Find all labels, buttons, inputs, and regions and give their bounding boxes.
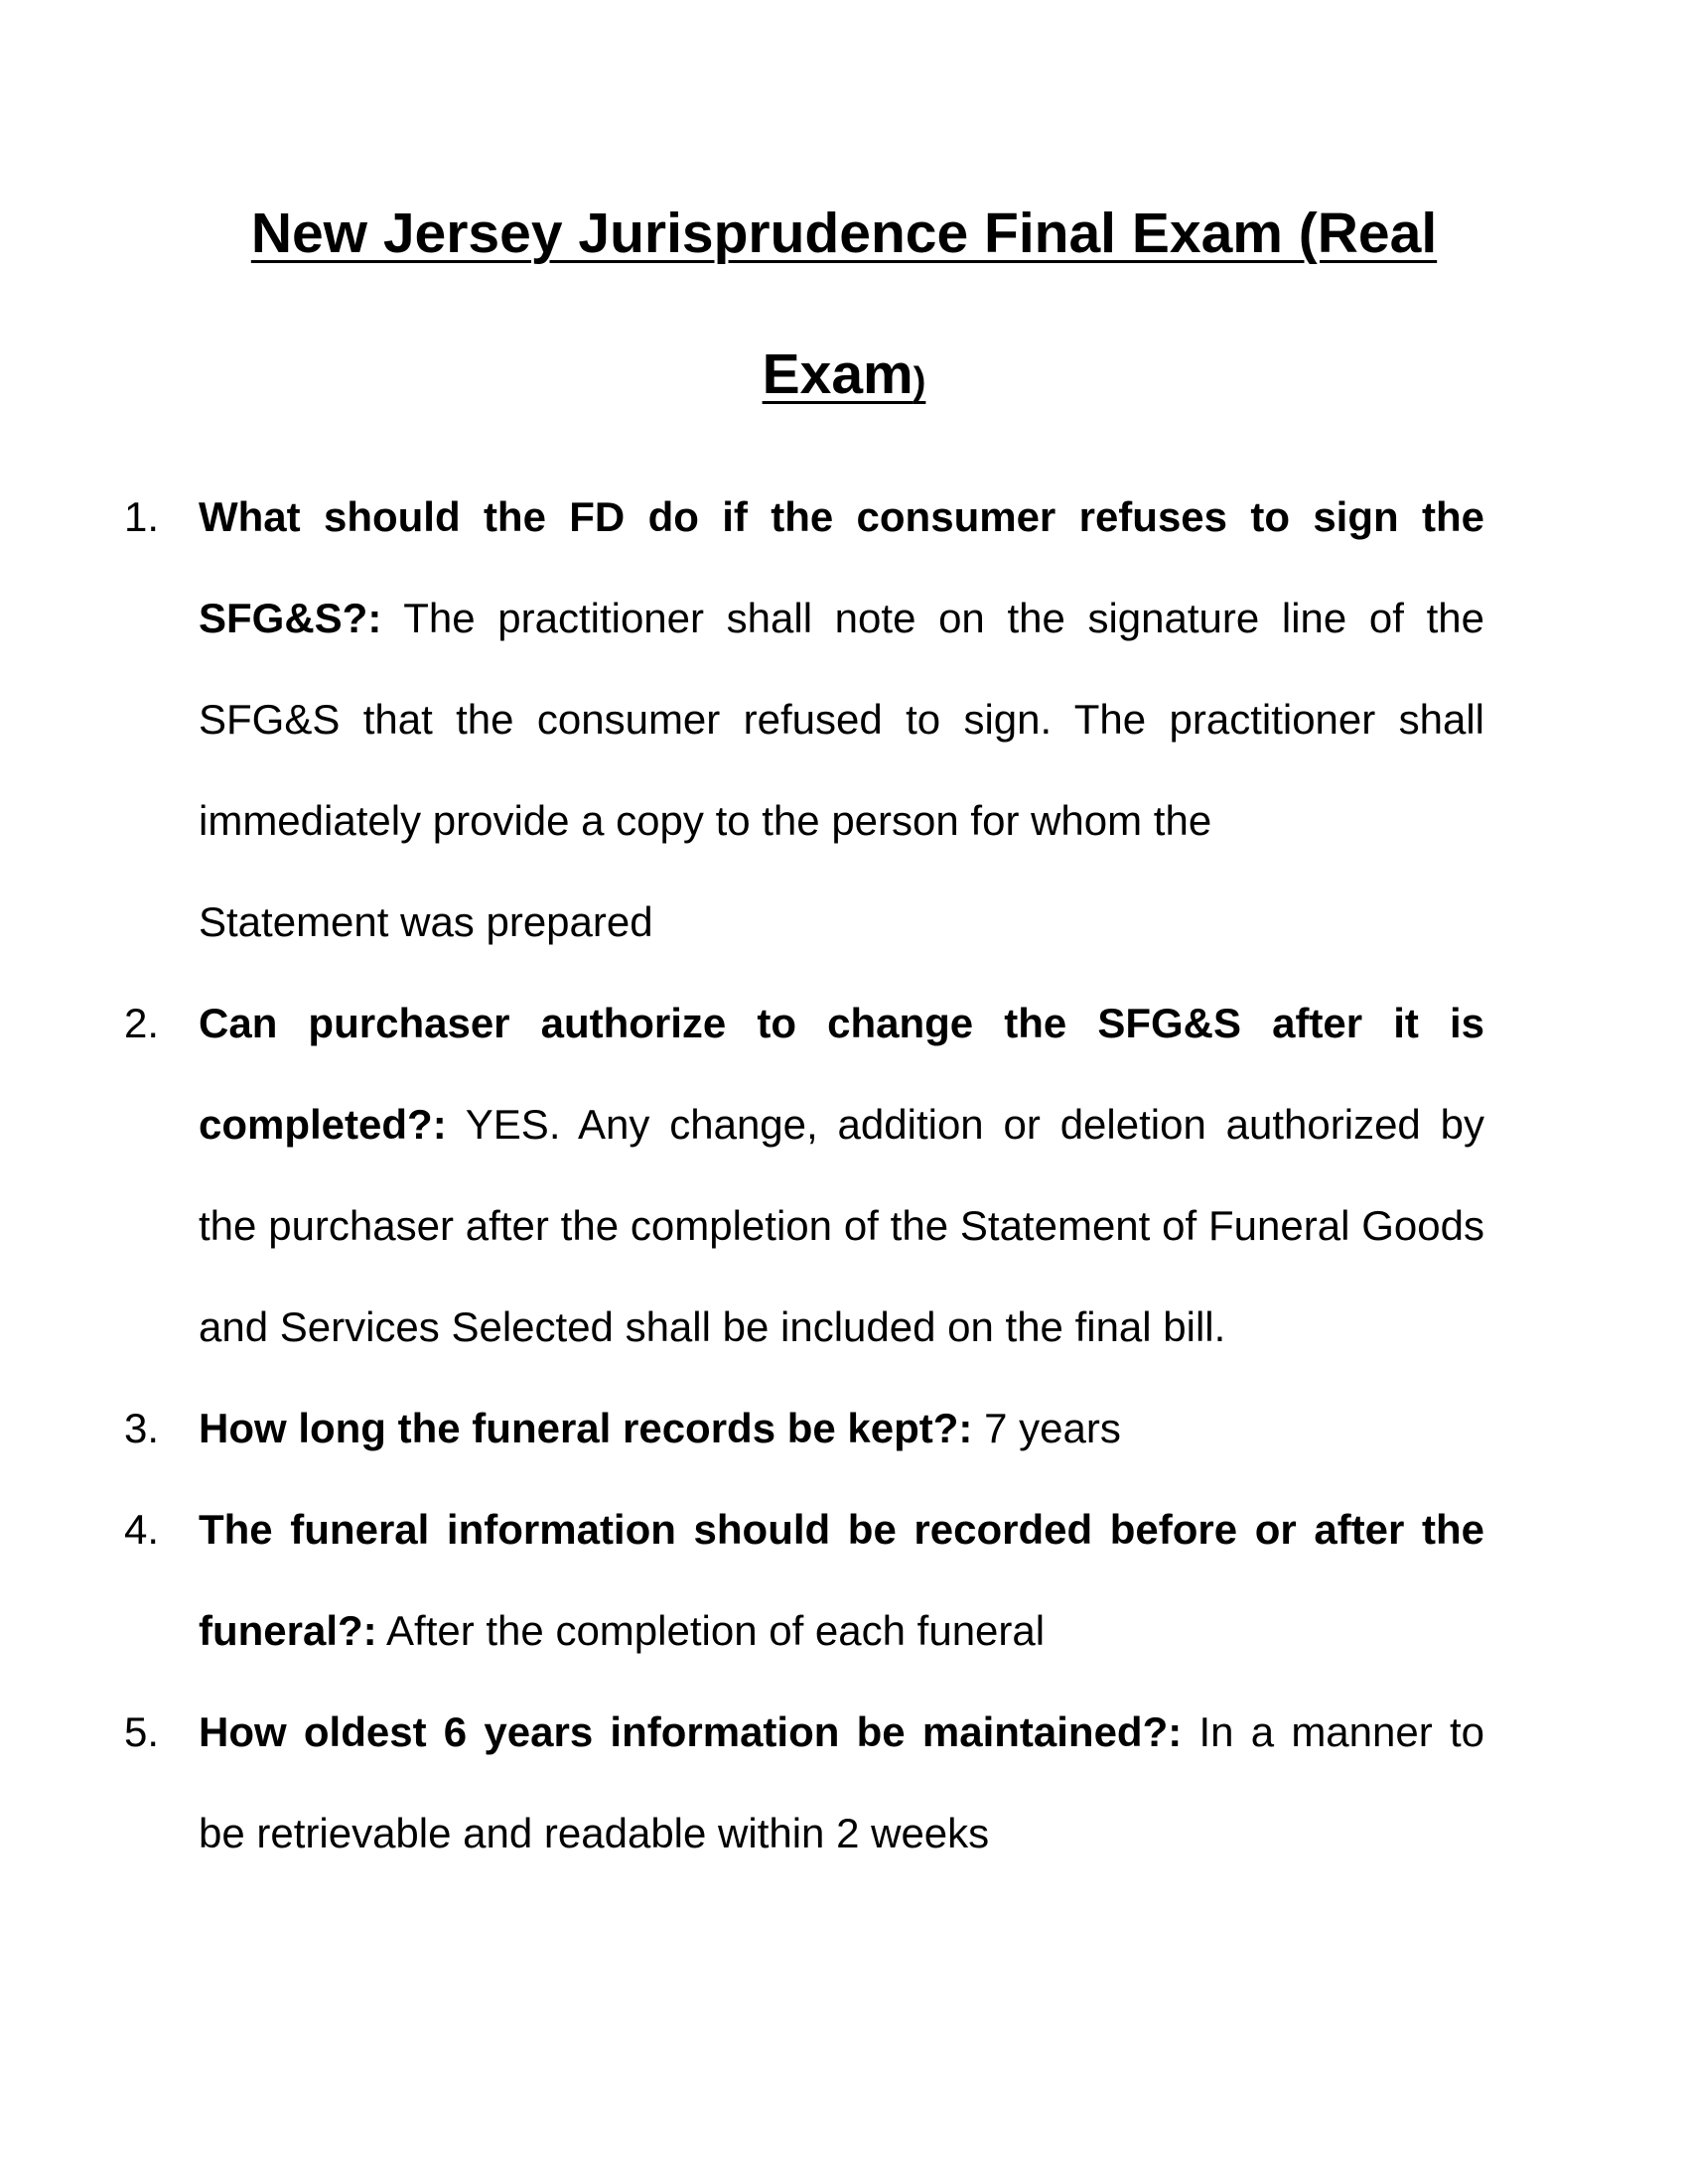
title-text-1: New Jersey Jurisprudence Final Exam (Real	[250, 202, 1438, 265]
question-text: The funeral information should be recorded before or after the funeral?:	[199, 1506, 1484, 1654]
answer-text: The practitioner shall note on the signature line of the SFG&S that the consumer refused to sign. The practitioner shall immediately provide a copy to the person for whom the	[199, 595, 1484, 844]
title-closing-paren: )	[913, 360, 926, 402]
answer-text: 7 years	[972, 1405, 1121, 1451]
answer-text: In a manner to be retrievable and readable within 2 weeks	[199, 1708, 1484, 1856]
question-text: What should the FD do if the consumer refuses to sign the SFG&S?:	[199, 493, 1484, 641]
document-title-line-2	[0, 342, 1688, 406]
question-item-3	[124, 1378, 1484, 1479]
question-item-4	[124, 1479, 1484, 1682]
item-number: 3.	[124, 1405, 160, 1451]
question-text: Can purchaser authorize to change the SFG&S after it is completed?:	[199, 1000, 1484, 1148]
answer-text: After the completion of each funeral	[376, 1607, 1046, 1654]
item-body	[199, 973, 1484, 1378]
item-number: 5.	[124, 1708, 160, 1755]
item-body	[199, 1378, 1484, 1479]
answer-text: YES. Any change, addition or deletion authorized by the purchaser after the completion of the Statement of Funeral Goods and Services Selected shall be included on the final bill.	[199, 1101, 1484, 1350]
question-text: How oldest 6 years information be maintained?:	[199, 1708, 1183, 1755]
item-number: 1.	[124, 493, 160, 540]
document-title-line-1	[0, 202, 1688, 265]
title-text-2: Exam	[762, 342, 914, 406]
question-list	[124, 467, 1484, 1884]
question-text: How long the funeral records be kept?:	[199, 1405, 973, 1451]
item-number: 4.	[124, 1506, 160, 1553]
item-body	[199, 1479, 1484, 1682]
item-body	[199, 1682, 1484, 1884]
item-body	[199, 467, 1484, 973]
question-item-2	[124, 973, 1484, 1378]
item-number: 2.	[124, 1000, 160, 1046]
answer-text-tail: Statement was prepared	[199, 898, 653, 945]
question-item-1	[124, 467, 1484, 973]
question-item-5	[124, 1682, 1484, 1884]
